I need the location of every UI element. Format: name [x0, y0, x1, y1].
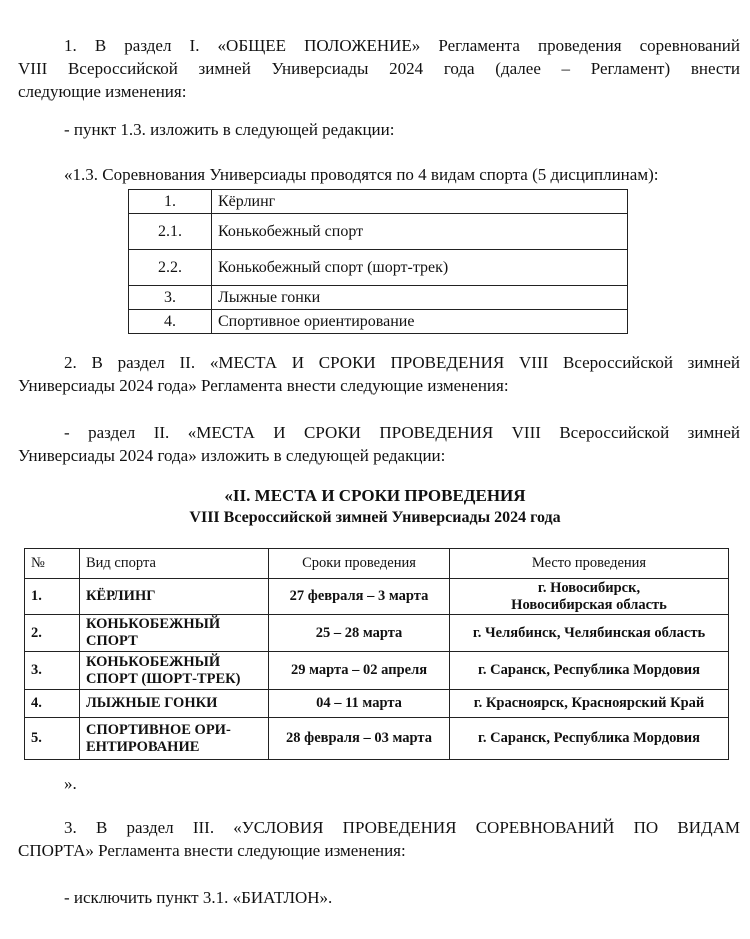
row-dates: 28 февраля – 03 марта	[269, 718, 450, 760]
sport-line: КОНЬКОБЕЖНЫЙ	[86, 653, 221, 670]
paragraph-1	[18, 34, 740, 103]
schedule-table	[24, 548, 729, 760]
row-place	[450, 615, 729, 652]
paragraph-1-line-3: следующие изменения:	[18, 82, 187, 101]
row-sport	[80, 579, 269, 615]
sport-line: СПОРТ (ШОРТ-ТРЕК)	[86, 670, 241, 687]
place-line: г. Красноярск, Красноярский Край	[473, 695, 705, 711]
table-row	[25, 615, 729, 652]
disciplines-row	[129, 250, 628, 286]
sport-line: ЛЫЖНЫЕ ГОНКИ	[86, 695, 218, 711]
row-sport	[80, 652, 269, 690]
discipline-name: Спортивное ориентирование	[212, 310, 628, 334]
table-row	[25, 579, 729, 615]
item-2	[18, 421, 740, 467]
discipline-name: Лыжные гонки	[212, 286, 628, 310]
place-line: г. Саранск, Республика Мордовия	[477, 662, 701, 678]
sport-line: СПОРТ	[86, 633, 138, 649]
row-sport	[80, 615, 269, 652]
paragraph-3-line-2: СПОРТА» Регламента внести следующие изменения:	[18, 841, 406, 860]
section-heading-line-2: VIII Всероссийской зимней Универсиады 2024 года	[189, 509, 561, 526]
discipline-name: Конькобежный спорт (шорт-трек)	[212, 250, 628, 286]
row-number: 2.	[25, 615, 80, 652]
row-place	[450, 579, 729, 615]
row-number: 1.	[25, 579, 80, 615]
paragraph-2	[18, 351, 740, 397]
sport-line: КЁРЛИНГ	[86, 588, 156, 604]
row-number: 3.	[25, 652, 80, 690]
discipline-name: Конькобежный спорт	[212, 214, 628, 250]
row-dates: 27 февраля – 3 марта	[269, 579, 450, 615]
closing-quote: ».	[64, 774, 77, 793]
paragraph-1-line-2: VIII Всероссийской зимней Универсиады 2024 года (далее – Регламент) внести	[18, 59, 740, 78]
row-dates: 29 марта – 02 апреля	[269, 652, 450, 690]
paragraph-2-line-2: Универсиады 2024 года» Регламента внести следующие изменения:	[18, 376, 509, 395]
disciplines-row	[129, 190, 628, 214]
table-row	[25, 652, 729, 690]
discipline-number: 2.2.	[129, 250, 212, 286]
sport-line: КОНЬКОБЕЖНЫЙ	[86, 616, 221, 632]
paragraph-3	[18, 816, 740, 862]
discipline-number: 4.	[129, 310, 212, 334]
section-heading-line-1: «II. МЕСТА И СРОКИ ПРОВЕДЕНИЯ	[224, 486, 526, 505]
item-2-line-1: - раздел II. «МЕСТА И СРОКИ ПРОВЕДЕНИЯ VIII Всероссийской зимней	[64, 423, 740, 442]
paragraph-2-line-1: 2. В раздел II. «МЕСТА И СРОКИ ПРОВЕДЕНИЯ VIII Всероссийской зимней	[64, 353, 740, 372]
row-number: 4.	[25, 690, 80, 718]
item-3: - исключить пункт 3.1. «БИАТЛОН».	[64, 888, 333, 907]
row-dates: 04 – 11 марта	[269, 690, 450, 718]
header-dates: Сроки проведения	[269, 549, 450, 579]
place-line: г. Саранск, Республика Мордовия	[477, 730, 701, 746]
row-sport	[80, 718, 269, 760]
header-place: Место проведения	[450, 549, 729, 579]
schedule-header-row	[25, 549, 729, 579]
header-sport: Вид спорта	[80, 549, 269, 579]
disciplines-row	[129, 286, 628, 310]
row-place	[450, 652, 729, 690]
sport-line: СПОРТИВНОЕ ОРИ-	[86, 721, 231, 738]
discipline-name: Кёрлинг	[212, 190, 628, 214]
table-row	[25, 690, 729, 718]
discipline-number: 3.	[129, 286, 212, 310]
paragraph-1-line-1: 1. В раздел I. «ОБЩЕЕ ПОЛОЖЕНИЕ» Регламента проведения соревнований	[64, 36, 740, 55]
item-2-line-2: Универсиады 2024 года» изложить в следующей редакции:	[18, 446, 446, 465]
disciplines-row	[129, 214, 628, 250]
header-number: №	[25, 549, 80, 579]
table-row	[25, 718, 729, 760]
item-1-quote: «1.3. Соревнования Универсиады проводятся по 4 видам спорта (5 дисциплинам):	[64, 165, 659, 184]
row-place	[450, 690, 729, 718]
disciplines-table	[128, 189, 628, 334]
place-line: г. Новосибирск,	[537, 579, 641, 596]
place-line: Новосибирская область	[511, 596, 667, 613]
row-dates: 25 – 28 марта	[269, 615, 450, 652]
paragraph-3-line-1: 3. В раздел III. «УСЛОВИЯ ПРОВЕДЕНИЯ СОРЕВНОВАНИЙ ПО ВИДАМ	[64, 818, 740, 837]
disciplines-row	[129, 310, 628, 334]
row-place	[450, 718, 729, 760]
item-1-text: - пункт 1.3. изложить в следующей редакции:	[64, 120, 395, 139]
sport-line: ЕНТИРОВАНИЕ	[86, 738, 200, 755]
discipline-number: 2.1.	[129, 214, 212, 250]
row-number: 5.	[25, 718, 80, 760]
place-line: г. Челябинск, Челябинская область	[472, 624, 706, 641]
discipline-number: 1.	[129, 190, 212, 214]
row-sport	[80, 690, 269, 718]
